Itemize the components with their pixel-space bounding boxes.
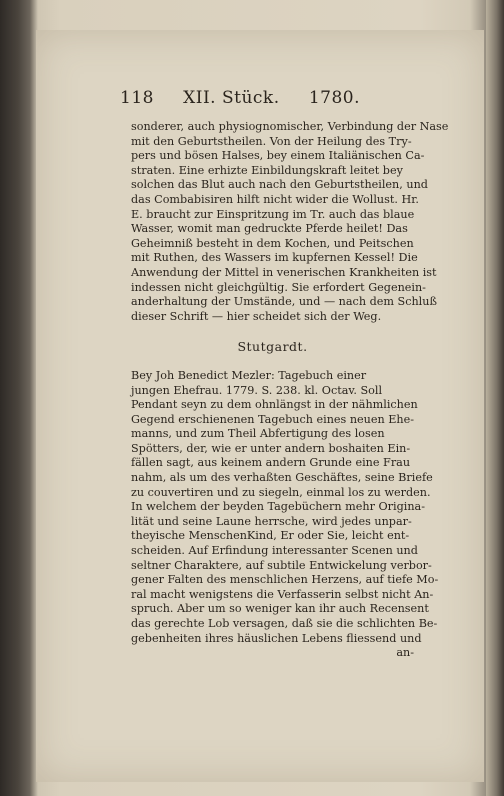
body-text (131, 120, 449, 661)
text-line: anderhaltung der Umstände, und — nach dem Schluß (131, 295, 437, 309)
text-line: lität und seine Laune herrsche, wird jedes unpar- (131, 514, 412, 528)
header-year: 1780. (308, 88, 360, 108)
text-line: zu couvertiren und zu siegeln, einmal los zu werden. (131, 485, 431, 499)
section-heading: Stutgardt. (237, 339, 308, 355)
paragraph-2 (131, 368, 439, 646)
text-line: ral macht wenigstens die Verfasserin selbst nicht An- (131, 587, 434, 601)
text-line: Spötters, der, wie er unter andern boshaiten Ein- (131, 441, 411, 455)
text-line: spruch. Aber um so weniger kan ihr auch Recensent (131, 602, 429, 616)
text-line: nahm, als um des verhaßten Geschäftes, seine Briefe (131, 471, 433, 485)
text-line: solchen das Blut auch nach den Geburtstheilen, und (131, 178, 428, 192)
text-line: dieser Schrift — hier scheidet sich der Weg. (131, 309, 382, 323)
text-line: Wasser, womit man gedruckte Pferde heilet! Das (131, 222, 408, 236)
text-line: theyische MenschenKind, Er oder Sie, leicht ent- (131, 529, 410, 543)
paragraph-1 (131, 120, 449, 324)
text-line: Geheimniß besteht in dem Kochen, und Peitschen (131, 236, 414, 250)
text-line: pers und bösen Halses, bey einem Italiänischen Ca- (131, 149, 425, 163)
running-header (120, 88, 360, 108)
text-line: seltner Charaktere, auf subtile Entwickelung verbor- (131, 558, 432, 572)
text-line: mit Ruthen, des Wassers im kupfernen Kessel! Die (131, 251, 418, 265)
text-line: gebenheiten ihres häuslichen Lebens fliessend und (131, 631, 422, 645)
text-line: Anwendung der Mittel in venerischen Krankheiten ist (131, 265, 437, 279)
text-line: mit den Geburtstheilen. Von der Heilung des Try- (131, 134, 412, 148)
section-title: XII. Stück. (183, 88, 280, 108)
text-line: das gerechte Lob versagen, daß sie die schlichten Be- (131, 617, 438, 630)
text-line: sonderer, auch physiognomischer, Verbindung der Nase (131, 120, 449, 133)
page-edge (486, 0, 504, 796)
text-line: E. braucht zur Einspritzung im Tr. auch das blaue (131, 207, 415, 221)
page-number: 118 (120, 88, 154, 108)
text-line: gener Falten des menschlichen Herzens, auf tiefe Mo- (131, 573, 439, 587)
text-line: In welchem der beyden Tagebüchern mehr Origina- (131, 500, 425, 514)
text-line: das Combabisiren hilft nicht wider die Wollust. Hr. (131, 192, 419, 206)
text-line: straten. Eine erhizte Einbildungskraft leitet bey (131, 163, 403, 177)
text-line: Pendant seyn zu dem ohnlängst in der nähmlichen (131, 398, 418, 412)
text-line: Gegend erschienenen Tagebuch eines neuen Ehe- (131, 412, 415, 426)
text-line: jungen Ehefrau. 1779. S. 238. kl. Octav. Soll (131, 383, 383, 397)
text-line: fällen sagt, aus keinem andern Grunde eine Frau (131, 456, 411, 470)
text-line: scheiden. Auf Erfindung interessanter Scenen und (131, 544, 418, 558)
text-line: manns, und zum Theil Abfertigung des losen (131, 427, 385, 441)
text-line: Bey Joh Benedict Mezler: Tagebuch einer (131, 368, 367, 382)
text-line: indessen nicht gleichgültig. Sie erfordert Gegenein- (131, 280, 426, 294)
catchword: an- (396, 646, 414, 660)
